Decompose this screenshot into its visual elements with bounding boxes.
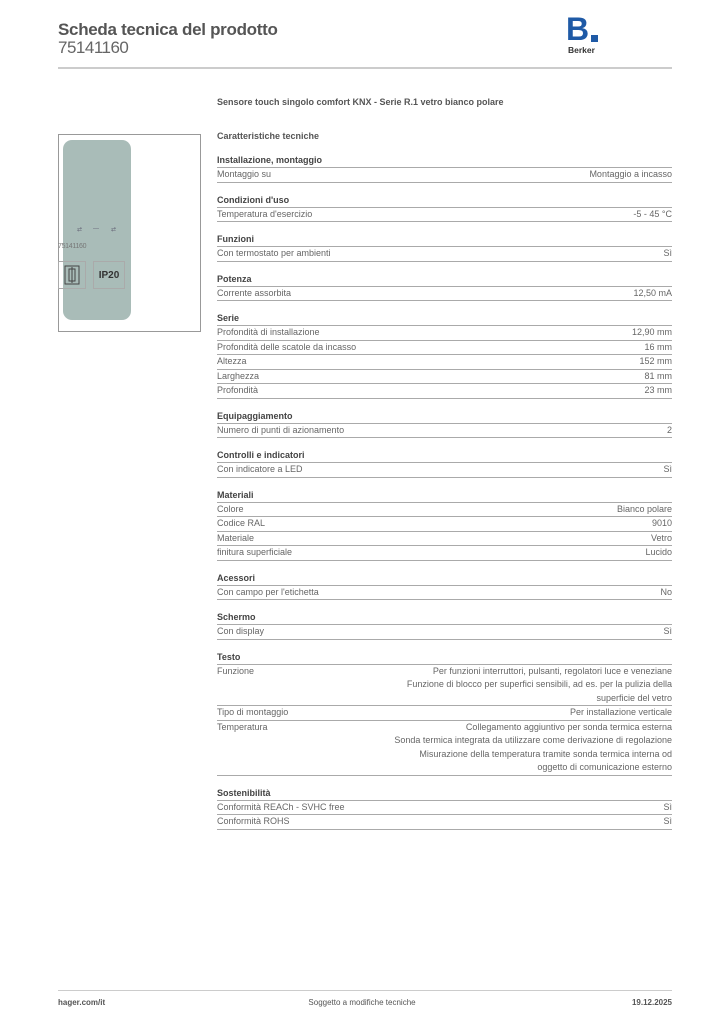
- spec-label: Temperatura d'esercizio: [217, 208, 313, 219]
- product-image: [58, 134, 201, 332]
- spec-row: [217, 168, 672, 183]
- spec-value: Lucido: [645, 547, 672, 557]
- spec-label: Conformità REACh - SVHC free: [217, 801, 345, 812]
- spec-section: [217, 232, 672, 262]
- spec-value: No: [660, 586, 672, 597]
- spec-value: 2: [666, 424, 672, 435]
- section-title: Acessori: [217, 571, 672, 586]
- spec-row: [217, 503, 672, 518]
- berker-logo: [566, 11, 606, 57]
- spec-label: Conformità ROHS: [217, 816, 290, 826]
- spec-label: Tipo di montaggio: [217, 707, 289, 717]
- features-title: Caratteristiche tecniche: [217, 131, 320, 141]
- spec-row: [217, 287, 672, 302]
- spec-section: [217, 153, 672, 183]
- spec-row: [217, 355, 672, 370]
- spec-label: finitura superficiale: [217, 547, 293, 557]
- footer-website[interactable]: hager.com/it: [58, 998, 106, 1007]
- page-title: Scheda tecnica del prodotto: [58, 20, 278, 39]
- ip-rating-badge: IP20: [93, 261, 125, 289]
- spec-label: Colore: [217, 503, 244, 514]
- spec-section: [217, 571, 672, 601]
- spec-value: Collegamento aggiuntivo per sonda termica esterna Sonda termica integrata da utilizzare come derivazione di regolazione Misurazione della temperatura tramite sonda termica interna od oggetto di comunicazione esterno: [394, 721, 672, 772]
- spec-label: Materiale: [217, 532, 255, 543]
- spec-row: [217, 247, 672, 262]
- spec-section: [217, 193, 672, 223]
- glass-panel: [63, 140, 131, 320]
- spec-value: 12,50 mA: [633, 287, 672, 298]
- spec-section: [217, 272, 672, 302]
- spec-row: [217, 721, 672, 776]
- spec-row: [217, 463, 672, 478]
- spec-label: Con indicatore a LED: [217, 464, 303, 474]
- spec-value: Montaggio a incasso: [589, 169, 672, 179]
- spec-label: Codice RAL: [217, 518, 266, 528]
- product-code: 75141160: [58, 38, 129, 57]
- footer-note: Soggetto a modifiche tecniche: [308, 998, 416, 1007]
- spec-label: Con display: [217, 626, 265, 636]
- section-title: Potenza: [217, 272, 672, 287]
- spec-section: [217, 650, 672, 776]
- spec-label: Altezza: [217, 356, 247, 366]
- section-title: Equipaggiamento: [217, 409, 672, 424]
- section-title: Materiali: [217, 488, 672, 503]
- logo-mark: B: [566, 11, 590, 47]
- spec-row: [217, 815, 672, 830]
- spec-value: Per installazione verticale: [569, 707, 672, 717]
- logo-dot: [591, 35, 598, 42]
- spec-row: [217, 706, 672, 721]
- spec-section: [217, 448, 672, 478]
- spec-value: Sì: [663, 626, 672, 636]
- flush-mount-icon: [58, 261, 86, 289]
- spec-value: -5 - 45 °C: [633, 208, 672, 219]
- spec-row: [217, 665, 672, 707]
- section-title: Controlli e indicatori: [217, 448, 672, 463]
- spec-value: Sì: [663, 464, 672, 474]
- header-divider: [58, 67, 672, 69]
- section-title: Serie: [217, 311, 672, 326]
- touch-point-icon: ⇄: [111, 227, 117, 233]
- spec-section: [217, 610, 672, 640]
- section-title: Testo: [217, 650, 672, 665]
- spec-section: [217, 488, 672, 561]
- spec-label: Temperatura: [217, 721, 268, 732]
- spec-value: 9010: [651, 518, 672, 528]
- spec-value: 81 mm: [644, 370, 672, 381]
- spec-section: [217, 409, 672, 439]
- touch-point-icon: ⇄: [77, 227, 83, 233]
- spec-label: Con termostato per ambienti: [217, 248, 331, 258]
- footer-date: 19.12.2025: [631, 998, 672, 1007]
- spec-row: [217, 208, 672, 223]
- spec-value: Sì: [663, 248, 672, 258]
- spec-sections: [217, 153, 672, 830]
- spec-value: Vetro: [650, 532, 672, 543]
- section-title: Funzioni: [217, 232, 672, 247]
- spec-row: [217, 341, 672, 356]
- spec-section: [217, 786, 672, 830]
- spec-row: [217, 532, 672, 547]
- spec-section: [217, 311, 672, 399]
- spec-label: Profondità delle scatole da incasso: [217, 341, 357, 352]
- spec-row: [217, 424, 672, 439]
- spec-label: Funzione: [217, 665, 255, 676]
- spec-value: Bianco polare: [616, 503, 672, 514]
- spec-value: 12,90 mm: [631, 327, 672, 337]
- led-icon: —: [93, 226, 99, 232]
- spec-row: [217, 546, 672, 561]
- spec-label: Profondità di installazione: [217, 327, 320, 337]
- spec-value: Sì: [663, 801, 672, 812]
- section-title: Sostenibilità: [217, 786, 672, 801]
- spec-row: [217, 517, 672, 532]
- spec-row: [217, 625, 672, 640]
- footer-divider: [58, 990, 672, 991]
- section-title: Installazione, montaggio: [217, 153, 672, 168]
- spec-value: Sì: [663, 816, 672, 826]
- spec-row: [217, 326, 672, 341]
- spec-content: [217, 95, 672, 830]
- spec-row: [217, 801, 672, 816]
- spec-label: Profondità: [217, 385, 259, 395]
- spec-label: Numero di punti di azionamento: [217, 424, 345, 435]
- spec-label: Con campo per l'etichetta: [217, 586, 319, 597]
- spec-value: 23 mm: [644, 385, 672, 395]
- spec-row: [217, 384, 672, 399]
- product-name: Sensore touch singolo comfort KNX - Serie R.1 vetro bianco polare: [217, 97, 504, 107]
- spec-value: 152 mm: [639, 356, 672, 366]
- image-caption: 75141160: [58, 243, 87, 250]
- spec-row: [217, 370, 672, 385]
- spec-label: Montaggio su: [217, 169, 272, 179]
- spec-value: 16 mm: [644, 341, 672, 352]
- spec-value: Per funzioni interruttori, pulsanti, regolatori luce e veneziane Funzione di blocco per superfici sensibili, ad es. per la pulizia della superficie del vetro: [406, 665, 672, 703]
- section-title: Condizioni d'uso: [217, 193, 672, 208]
- spec-label: Corrente assorbita: [217, 287, 292, 298]
- logo-name: Berker: [568, 45, 595, 55]
- spec-row: [217, 586, 672, 601]
- spec-label: Larghezza: [217, 370, 260, 381]
- section-title: Schermo: [217, 610, 672, 625]
